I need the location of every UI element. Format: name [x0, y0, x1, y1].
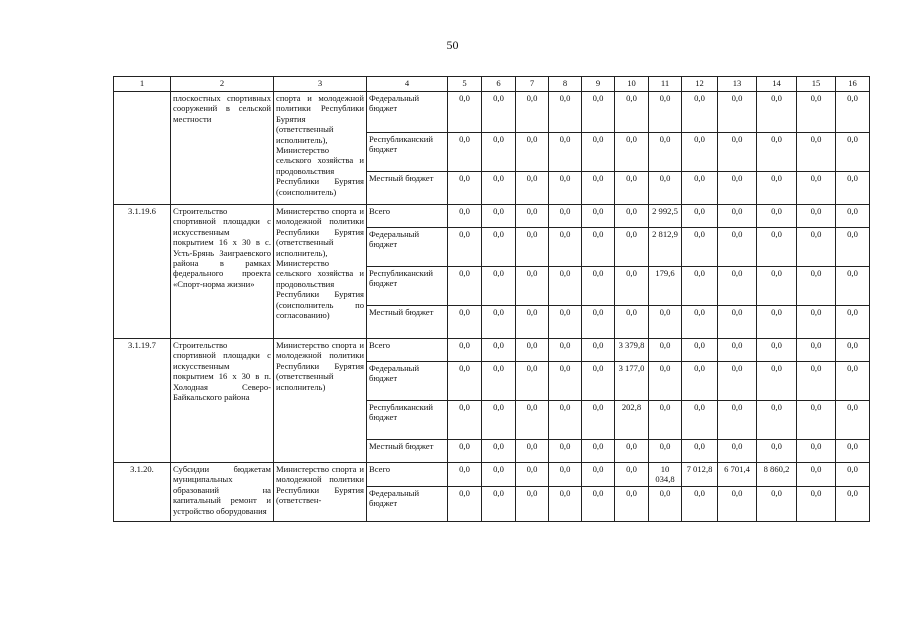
value-cell: 0,0	[582, 205, 615, 228]
value-cell: 0,0	[757, 267, 797, 306]
value-cell: 0,0	[682, 306, 718, 339]
value-cell: 0,0	[836, 440, 870, 463]
value-cell: 0,0	[482, 339, 516, 362]
value-cell: 0,0	[582, 228, 615, 267]
header-cell: 2	[171, 77, 274, 92]
header-cell: 12	[682, 77, 718, 92]
executor-cell: спорта и молодежной политики Республики Бурятия (ответственный исполнитель), Министерство сельского хозяйства и продовольствия Республики Бурятия (соисполнитель)	[274, 92, 367, 205]
funding-source: Федеральный бюджет	[367, 362, 448, 401]
header-cell: 16	[836, 77, 870, 92]
value-cell: 0,0	[797, 133, 836, 172]
value-cell: 0,0	[836, 339, 870, 362]
header-cell: 8	[549, 77, 582, 92]
header-cell: 15	[797, 77, 836, 92]
header-cell: 9	[582, 77, 615, 92]
value-cell: 0,0	[615, 267, 649, 306]
value-cell: 2 812,9	[649, 228, 682, 267]
value-cell: 0,0	[718, 486, 757, 521]
value-cell: 0,0	[649, 133, 682, 172]
value-cell: 3 177,0	[615, 362, 649, 401]
value-cell: 0,0	[649, 440, 682, 463]
value-cell: 0,0	[516, 440, 549, 463]
value-cell: 0,0	[516, 401, 549, 440]
funding-source: Федеральный бюджет	[367, 228, 448, 267]
value-cell: 0,0	[836, 267, 870, 306]
executor-cell: Министерство спорта и молодежной политики Республики Бурятия (ответственный исполнитель), Министерство сельского хозяйства и продовольствия Республики Бурятия (соисполнитель по согласованию)	[274, 205, 367, 339]
value-cell: 0,0	[516, 463, 549, 487]
value-cell: 0,0	[482, 172, 516, 205]
executor-cell: Министерство спорта и молодежной политики Республики Бурятия (ответствен-	[274, 463, 367, 522]
value-cell: 0,0	[797, 172, 836, 205]
header-cell: 7	[516, 77, 549, 92]
value-cell: 0,0	[649, 92, 682, 133]
funding-source: Всего	[367, 463, 448, 487]
value-cell: 0,0	[482, 92, 516, 133]
value-cell: 0,0	[718, 339, 757, 362]
value-cell: 0,0	[836, 92, 870, 133]
header-cell: 3	[274, 77, 367, 92]
value-cell: 0,0	[482, 486, 516, 521]
value-cell: 0,0	[718, 92, 757, 133]
value-cell: 0,0	[649, 172, 682, 205]
funding-source: Федеральный бюджет	[367, 486, 448, 521]
value-cell: 0,0	[482, 463, 516, 487]
value-cell: 0,0	[582, 306, 615, 339]
value-cell: 0,0	[549, 362, 582, 401]
value-cell: 0,0	[718, 440, 757, 463]
value-cell: 0,0	[615, 440, 649, 463]
measure-code: 3.1.19.6	[114, 205, 171, 339]
value-cell: 0,0	[836, 205, 870, 228]
funding-source: Всего	[367, 205, 448, 228]
value-cell: 0,0	[649, 362, 682, 401]
value-cell: 0,0	[718, 401, 757, 440]
value-cell: 0,0	[682, 401, 718, 440]
header-cell: 10	[615, 77, 649, 92]
measure-name: Субсидии бюджетам муниципальных образований на капитальный ремонт и устройство оборудования	[171, 463, 274, 522]
value-cell: 0,0	[836, 228, 870, 267]
value-cell: 0,0	[757, 306, 797, 339]
value-cell: 0,0	[448, 267, 482, 306]
value-cell: 6 701,4	[718, 463, 757, 487]
value-cell: 0,0	[582, 92, 615, 133]
value-cell: 2 992,5	[649, 205, 682, 228]
value-cell: 0,0	[582, 463, 615, 487]
value-cell: 0,0	[757, 362, 797, 401]
value-cell: 0,0	[516, 362, 549, 401]
value-cell: 0,0	[682, 486, 718, 521]
measure-name: плоскостных спортивных сооружений в сельской местности	[171, 92, 274, 205]
value-cell: 0,0	[615, 306, 649, 339]
value-cell: 0,0	[448, 133, 482, 172]
value-cell: 0,0	[718, 228, 757, 267]
value-cell: 0,0	[582, 267, 615, 306]
value-cell: 0,0	[549, 306, 582, 339]
value-cell: 0,0	[482, 267, 516, 306]
funding-source: Всего	[367, 339, 448, 362]
value-cell: 0,0	[448, 205, 482, 228]
header-cell: 5	[448, 77, 482, 92]
value-cell: 0,0	[582, 486, 615, 521]
value-cell: 0,0	[718, 306, 757, 339]
value-cell: 0,0	[615, 228, 649, 267]
measure-code: 3.1.19.7	[114, 339, 171, 463]
value-cell: 0,0	[836, 306, 870, 339]
value-cell: 0,0	[682, 133, 718, 172]
header-cell: 13	[718, 77, 757, 92]
budget-table	[113, 76, 870, 522]
value-cell: 0,0	[448, 92, 482, 133]
value-cell: 0,0	[448, 463, 482, 487]
table-row	[114, 463, 870, 487]
page-number: 50	[446, 38, 459, 52]
value-cell: 0,0	[682, 228, 718, 267]
value-cell: 0,0	[718, 172, 757, 205]
header-cell: 11	[649, 77, 682, 92]
value-cell: 0,0	[615, 463, 649, 487]
value-cell: 0,0	[757, 205, 797, 228]
value-cell: 0,0	[549, 339, 582, 362]
value-cell: 0,0	[836, 463, 870, 487]
value-cell: 0,0	[757, 486, 797, 521]
value-cell: 0,0	[682, 205, 718, 228]
value-cell: 0,0	[757, 440, 797, 463]
value-cell: 0,0	[549, 267, 582, 306]
value-cell: 0,0	[836, 401, 870, 440]
value-cell: 0,0	[549, 440, 582, 463]
value-cell: 0,0	[682, 440, 718, 463]
value-cell: 0,0	[549, 486, 582, 521]
value-cell: 10 034,8	[649, 463, 682, 487]
value-cell: 0,0	[448, 440, 482, 463]
value-cell: 0,0	[718, 205, 757, 228]
value-cell: 3 379,8	[615, 339, 649, 362]
value-cell: 0,0	[836, 362, 870, 401]
value-cell: 0,0	[757, 133, 797, 172]
value-cell: 0,0	[797, 401, 836, 440]
value-cell: 179,6	[649, 267, 682, 306]
value-cell: 0,0	[482, 362, 516, 401]
value-cell: 0,0	[797, 486, 836, 521]
value-cell: 0,0	[797, 339, 836, 362]
measure-name: Строительство спортивной площадки с искусственным покрытием 16 х 30 в п. Холодная Северо-Байкальского района	[171, 339, 274, 463]
value-cell: 0,0	[836, 486, 870, 521]
funding-source: Республиканский бюджет	[367, 267, 448, 306]
value-cell: 0,0	[549, 205, 582, 228]
measure-code: 3.1.20.	[114, 463, 171, 522]
value-cell: 0,0	[797, 267, 836, 306]
header-cell: 4	[367, 77, 448, 92]
value-cell: 0,0	[448, 401, 482, 440]
value-cell: 0,0	[797, 440, 836, 463]
value-cell: 0,0	[682, 267, 718, 306]
value-cell: 0,0	[718, 133, 757, 172]
value-cell: 0,0	[482, 440, 516, 463]
value-cell: 0,0	[516, 267, 549, 306]
value-cell: 0,0	[516, 228, 549, 267]
value-cell: 202,8	[615, 401, 649, 440]
value-cell: 0,0	[482, 306, 516, 339]
header-cell: 6	[482, 77, 516, 92]
value-cell: 0,0	[549, 463, 582, 487]
value-cell: 0,0	[615, 486, 649, 521]
funding-source: Республиканский бюджет	[367, 401, 448, 440]
funding-source: Местный бюджет	[367, 306, 448, 339]
value-cell: 0,0	[757, 92, 797, 133]
value-cell: 0,0	[615, 133, 649, 172]
value-cell: 0,0	[516, 486, 549, 521]
value-cell: 0,0	[516, 92, 549, 133]
value-cell: 0,0	[757, 172, 797, 205]
value-cell: 0,0	[582, 401, 615, 440]
value-cell: 0,0	[757, 339, 797, 362]
table-row	[114, 205, 870, 228]
value-cell: 0,0	[718, 267, 757, 306]
value-cell: 0,0	[797, 463, 836, 487]
value-cell: 0,0	[836, 172, 870, 205]
value-cell: 0,0	[516, 205, 549, 228]
value-cell: 0,0	[649, 486, 682, 521]
measure-name: Строительство спортивной площадки с искусственным покрытием 16 х 30 в с. Усть-Брянь Заиграевского района в рамках федерального проекта «Спорт-норма жизни»	[171, 205, 274, 339]
value-cell: 0,0	[482, 228, 516, 267]
value-cell: 0,0	[448, 306, 482, 339]
value-cell: 0,0	[582, 172, 615, 205]
value-cell: 0,0	[682, 362, 718, 401]
value-cell: 0,0	[448, 228, 482, 267]
header-row	[114, 77, 870, 92]
value-cell: 0,0	[582, 133, 615, 172]
value-cell: 0,0	[549, 133, 582, 172]
funding-source: Местный бюджет	[367, 172, 448, 205]
value-cell: 0,0	[516, 306, 549, 339]
value-cell: 0,0	[797, 228, 836, 267]
value-cell: 7 012,8	[682, 463, 718, 487]
value-cell: 0,0	[448, 172, 482, 205]
value-cell: 0,0	[516, 133, 549, 172]
value-cell: 0,0	[516, 339, 549, 362]
funding-source: Местный бюджет	[367, 440, 448, 463]
value-cell: 8 860,2	[757, 463, 797, 487]
value-cell: 0,0	[549, 228, 582, 267]
value-cell: 0,0	[615, 92, 649, 133]
value-cell: 0,0	[682, 92, 718, 133]
value-cell: 0,0	[448, 362, 482, 401]
value-cell: 0,0	[582, 440, 615, 463]
executor-cell: Министерство спорта и молодежной политики Республики Бурятия (ответственный исполнитель)	[274, 339, 367, 463]
value-cell: 0,0	[682, 172, 718, 205]
value-cell: 0,0	[549, 92, 582, 133]
value-cell: 0,0	[582, 362, 615, 401]
table-row	[114, 339, 870, 362]
value-cell: 0,0	[482, 205, 516, 228]
value-cell: 0,0	[797, 362, 836, 401]
value-cell: 0,0	[682, 339, 718, 362]
value-cell: 0,0	[757, 401, 797, 440]
value-cell: 0,0	[615, 172, 649, 205]
header-cell: 1	[114, 77, 171, 92]
value-cell: 0,0	[797, 92, 836, 133]
value-cell: 0,0	[836, 133, 870, 172]
value-cell: 0,0	[582, 339, 615, 362]
value-cell: 0,0	[797, 306, 836, 339]
value-cell: 0,0	[482, 401, 516, 440]
value-cell: 0,0	[482, 133, 516, 172]
value-cell: 0,0	[718, 362, 757, 401]
value-cell: 0,0	[615, 205, 649, 228]
value-cell: 0,0	[448, 339, 482, 362]
value-cell: 0,0	[649, 306, 682, 339]
value-cell: 0,0	[516, 172, 549, 205]
value-cell: 0,0	[649, 401, 682, 440]
value-cell: 0,0	[549, 401, 582, 440]
funding-source: Федеральный бюджет	[367, 92, 448, 133]
value-cell: 0,0	[757, 228, 797, 267]
table-row	[114, 92, 870, 133]
value-cell: 0,0	[797, 205, 836, 228]
measure-code	[114, 92, 171, 205]
value-cell: 0,0	[549, 172, 582, 205]
value-cell: 0,0	[649, 339, 682, 362]
value-cell: 0,0	[448, 486, 482, 521]
funding-source: Республиканский бюджет	[367, 133, 448, 172]
header-cell: 14	[757, 77, 797, 92]
